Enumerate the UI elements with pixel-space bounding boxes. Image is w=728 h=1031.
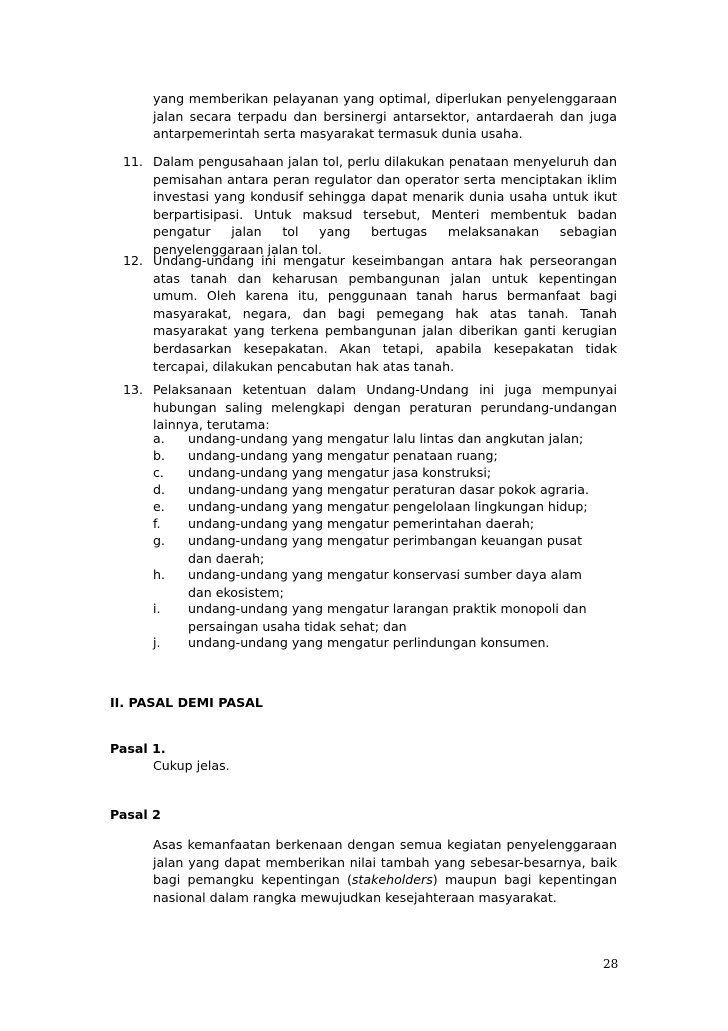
sublist-letter: j.: [153, 635, 161, 650]
sublist-text: undang-undang yang mengatur pengelolaan lingkungan hidup;: [188, 499, 588, 514]
sublist-text: undang-undang yang mengatur peraturan dasar pokok agraria.: [188, 482, 589, 497]
sublist-text: undang-undang yang mengatur jasa konstruksi;: [188, 465, 492, 480]
item-number: 11.: [123, 154, 144, 169]
section-heading: II. PASAL DEMI PASAL: [110, 695, 263, 710]
sublist-letter: c.: [153, 465, 164, 480]
sublist-letter: e.: [153, 499, 165, 514]
pasal-2-text-italic: stakeholders: [351, 872, 433, 888]
sublist-text: undang-undang yang mengatur lalu lintas dan angkutan jalan;: [188, 431, 584, 446]
pasal-2-paragraph: [153, 836, 617, 906]
pasal-2-text-after: ) maupun bagi kepentingan nasional dalam rangka mewujudkan kesejahteraan masyarakat.: [153, 872, 617, 905]
item-text: Dalam pengusahaan jalan tol, perlu dilakukan penataan menyeluruh dan pemisahan antara peran regulator dan operator serta menciptakan iklim investasi yang kondusif sehingga dapat menarik dunia usaha untuk ikut berpartisipasi. Untuk maksud tersebut, Menteri membentuk badan pengatur jalan tol yang bertugas melaksanakan sebagian penyelenggaraan jalan tol.: [153, 154, 617, 257]
sublist-letter: h.: [153, 567, 165, 582]
sublist-letter: b.: [153, 448, 165, 463]
item-number: 13.: [123, 382, 144, 397]
sublist-text: undang-undang yang mengatur perlindungan konsumen.: [188, 635, 550, 650]
sublist-text: undang-undang yang mengatur pemerintahan daerah;: [188, 516, 535, 531]
item-text: Pelaksanaan ketentuan dalam Undang-Undang ini juga mempunyai hubungan saling melengkapi dengan peraturan perundang-undangan lainnya, terutama:: [153, 382, 617, 433]
sublist-letter: g.: [153, 533, 165, 548]
sublist-letter: a.: [153, 431, 165, 446]
sublist-letter: d.: [153, 482, 165, 497]
intro-paragraph: yang memberikan pelayanan yang optimal, diperlukan penyelenggaraan jalan secara terpadu dan bersinergi antarsektor, antardaerah dan juga antarpemerintah serta masyarakat termasuk dunia usaha.: [153, 91, 617, 142]
pasal-1-title: Pasal 1.: [110, 741, 166, 756]
sublist-text: undang-undang yang mengatur konservasi sumber daya alam dan ekosistem;: [188, 567, 582, 600]
sublist-text: undang-undang yang mengatur larangan praktik monopoli dan persaingan usaha tidak sehat; dan: [188, 601, 587, 634]
sublist-letter: i.: [153, 601, 161, 616]
pasal-2-text-before: Asas kemanfaatan berkenaan dengan semua kegiatan penyelenggaraan jalan yang dapat memberikan nilai tambah yang sebesar-besarnya, baik bagi pemangku kepentingan (: [153, 837, 617, 888]
sublist-text: undang-undang yang mengatur perimbangan keuangan pusat dan daerah;: [188, 533, 583, 566]
item-text: Undang-undang ini mengatur keseimbangan antara hak perseorangan atas tanah dan keharusan pembangunan jalan untuk kepentingan umum. Oleh karena itu, penggunaan tanah harus bermanfaat bagi masyarakat, negara, dan bagi pemegang hak atas tanah. Tanah masyarakat yang terkena pembangunan jalan diberikan ganti kerugian berdasarkan kesepakatan. Akan tetapi, apabila kesepakatan tidak tercapai, dilakukan pencabutan hak atas tanah.: [153, 253, 617, 374]
sublist-letter: f.: [153, 516, 161, 531]
sublist-text: undang-undang yang mengatur penataan ruang;: [188, 448, 498, 463]
item-number: 12.: [123, 253, 144, 268]
page-number: 28: [603, 957, 619, 971]
pasal-1-text: Cukup jelas.: [153, 758, 230, 773]
pasal-2-title: Pasal 2: [110, 807, 161, 822]
